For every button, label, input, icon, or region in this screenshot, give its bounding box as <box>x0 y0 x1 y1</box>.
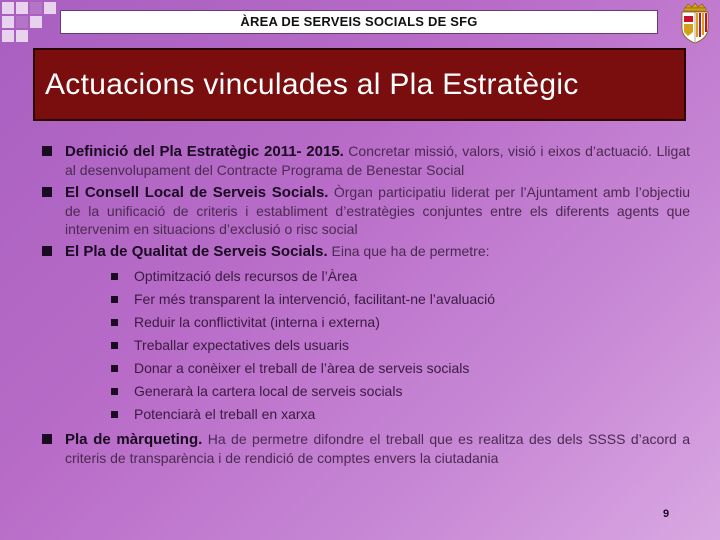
item-desc: Òrgan participatiu liderat per l’Ajuntament amb l’objectiu de la unificació de criteris i establiment d’estratègies conjuntes entre els diferents agents que intervenim en situacions d’exclusió o risc social <box>65 184 690 237</box>
list-item <box>40 183 690 238</box>
sub-item-text: Optimització dels recursos de l’Àrea <box>134 268 358 284</box>
square-bullet-icon <box>111 296 118 303</box>
square-bullet-icon <box>111 411 118 418</box>
list-item <box>40 242 690 261</box>
sub-item-text: Treballar expectatives dels usuaris <box>134 337 350 353</box>
item-lead: El Pla de Qualitat de Serveis Socials. <box>65 243 328 260</box>
square-bullet-icon <box>42 187 52 197</box>
slide-title-box <box>33 48 686 121</box>
sub-item-text: Potenciarà el treball en xarxa <box>134 406 316 422</box>
list-item <box>40 142 690 179</box>
decorative-squares <box>0 0 60 45</box>
sub-item-text: Fer més transparent la intervenció, facilitant-ne l’avaluació <box>134 291 496 307</box>
square-bullet-icon <box>111 365 118 372</box>
square-bullet-icon <box>111 342 118 349</box>
header-bar <box>60 10 658 34</box>
sub-item-text: Donar a conèixer el treball de l’àrea de serveis socials <box>134 360 470 376</box>
sub-item <box>109 288 690 311</box>
header-title: ÀREA DE SERVEIS SOCIALS DE SFG <box>240 14 478 29</box>
sub-item <box>109 265 690 288</box>
square-bullet-icon <box>42 434 52 444</box>
sub-item <box>109 403 690 426</box>
coat-of-arms-icon <box>677 2 713 44</box>
slide-title: Actuacions vinculades al Pla Estratègic <box>45 68 579 101</box>
square-bullet-icon <box>42 246 52 256</box>
sub-item <box>109 311 690 334</box>
item-lead: Pla de màrqueting. <box>65 431 203 448</box>
page-number: 9 <box>663 508 670 520</box>
sub-item-text: Reduir la conflictivitat (interna i externa) <box>134 314 380 330</box>
item-desc: Eina que ha de permetre: <box>327 243 490 259</box>
item-desc: Concretar missió, valors, visió i eixos d’actuació. Lligat al desenvolupament del Contracte Programa de Benestar Social <box>65 143 690 178</box>
slide-content <box>40 142 690 467</box>
list-item <box>40 430 690 467</box>
sub-item <box>109 380 690 403</box>
item-lead: El Consell Local de Serveis Socials. <box>65 184 329 201</box>
square-bullet-icon <box>111 319 118 326</box>
square-bullet-icon <box>111 273 118 280</box>
item-lead: Definició del Pla Estratègic 2011- 2015. <box>65 143 344 160</box>
item-desc: Ha de permetre difondre el treball que es realitza des dels SSSS d’acord a criteris de transparència i de rendició de comptes envers la ciutadania <box>65 431 690 466</box>
square-bullet-icon <box>42 146 52 156</box>
sub-item <box>109 357 690 380</box>
sub-item-text: Generarà la cartera local de serveis socials <box>134 383 403 399</box>
sub-item <box>109 334 690 357</box>
square-bullet-icon <box>111 388 118 395</box>
sub-list <box>109 265 690 426</box>
